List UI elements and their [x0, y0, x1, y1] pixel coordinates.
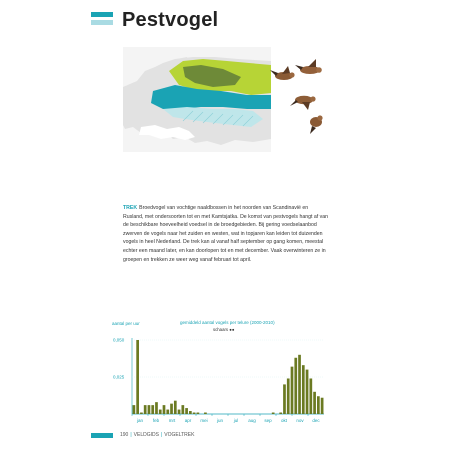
chart-ytick-label: 0,025 — [113, 374, 125, 380]
chart-xtick-label: jul — [233, 418, 239, 423]
chart-bar — [144, 405, 147, 414]
chart-xtick-label: aug — [248, 418, 256, 423]
chart-bar — [298, 355, 301, 414]
chart-xtick-label: okt — [280, 418, 288, 423]
migration-label: TREK — [123, 205, 138, 211]
chart-xtick-label: apr — [184, 418, 192, 423]
chart-xtick-label: mrt — [168, 418, 176, 423]
chart-bar — [204, 413, 207, 414]
page-number: 190 — [120, 432, 129, 438]
page-footer: 190 | VELDGIDS | VOGELTREK — [120, 432, 195, 438]
chart-bar — [151, 405, 154, 414]
section-name: VOGELTREK — [164, 432, 195, 438]
chart-bar — [174, 401, 177, 414]
bird-icon-4 — [310, 115, 323, 134]
chart-xtick-label: sep — [264, 418, 272, 423]
chart-bar — [166, 410, 169, 414]
chart-subtitle: schaars ●● — [213, 327, 235, 332]
chart-bar — [189, 411, 192, 414]
chart-bar — [321, 398, 324, 414]
bird-icon-1 — [270, 66, 295, 80]
chart-bar — [163, 405, 166, 414]
chart-bar — [185, 408, 188, 414]
migration-chart — [110, 318, 328, 428]
chart-bar — [133, 405, 136, 414]
chart-bar — [291, 367, 294, 414]
chart-bar — [317, 396, 320, 414]
chart-bar — [197, 413, 200, 414]
chart-bar — [306, 370, 309, 414]
migration-text — [123, 204, 329, 264]
chart-xtick-label: jun — [216, 418, 224, 423]
chart-bar — [148, 405, 151, 414]
chart-bar — [136, 340, 139, 414]
footer-accent-bar — [91, 433, 113, 438]
chart-bar — [287, 378, 290, 414]
header-accent-bar-top — [91, 12, 113, 17]
migration-body: Broedvogel van vochtige naaldbossen in het noorden van Scandinavië en Rusland, met ondersoorten tot en met Kamtsjatka. De komst van pestvogels hangt af van de beschikbare hoeveelheid voedsel in de broedgebieden. Bij gering voedselaanbod zwerven de vogels naar het zuiden en westen, wat in topjaren kan leiden tot duizenden vogels in heel Nederland. De trek kan al vanaf half september op gang komen, meestal echter een maand later, en kan doorlopen tot en met december. Vaak overwinteren ze in groepen en trekken ze weer weg vanaf februari tot april. — [123, 205, 329, 263]
chart-ytick-label: 0,050 — [113, 337, 125, 343]
bird-icon-2 — [295, 59, 322, 74]
chart-bar — [155, 402, 158, 414]
chart-xtick-label: nov — [296, 418, 304, 423]
chart-bar — [272, 413, 275, 414]
chart-bar — [313, 392, 316, 414]
chart-bar — [294, 358, 297, 414]
chart-xtick-label: mei — [200, 418, 208, 423]
distribution-map — [123, 47, 271, 152]
chart-bar — [279, 413, 282, 414]
chart-ylabel: aantal per uur — [112, 321, 140, 326]
chart-xtick-label: jan — [136, 418, 144, 423]
chart-bar — [170, 404, 173, 414]
chart-bar — [309, 378, 312, 414]
page-title: Pestvogel — [122, 9, 219, 31]
chart-bar — [193, 413, 196, 414]
chart-bar — [178, 410, 181, 414]
chart-xtick-label: feb — [152, 418, 160, 423]
chart-xtick-label: dec — [312, 418, 320, 423]
waxwing-illustration — [268, 58, 330, 138]
chart-bar — [181, 405, 184, 414]
chart-title: gemiddeld aantal vogels per telure (2000-2010) — [180, 320, 275, 325]
header-accent-bar-bottom — [91, 20, 113, 25]
chart-bar — [159, 410, 162, 414]
chart-bar — [302, 365, 305, 414]
chart-bar — [283, 384, 286, 414]
chart-bar — [140, 413, 143, 414]
bird-icon-3 — [290, 96, 316, 110]
book-name: VELDGIDS — [133, 432, 159, 438]
